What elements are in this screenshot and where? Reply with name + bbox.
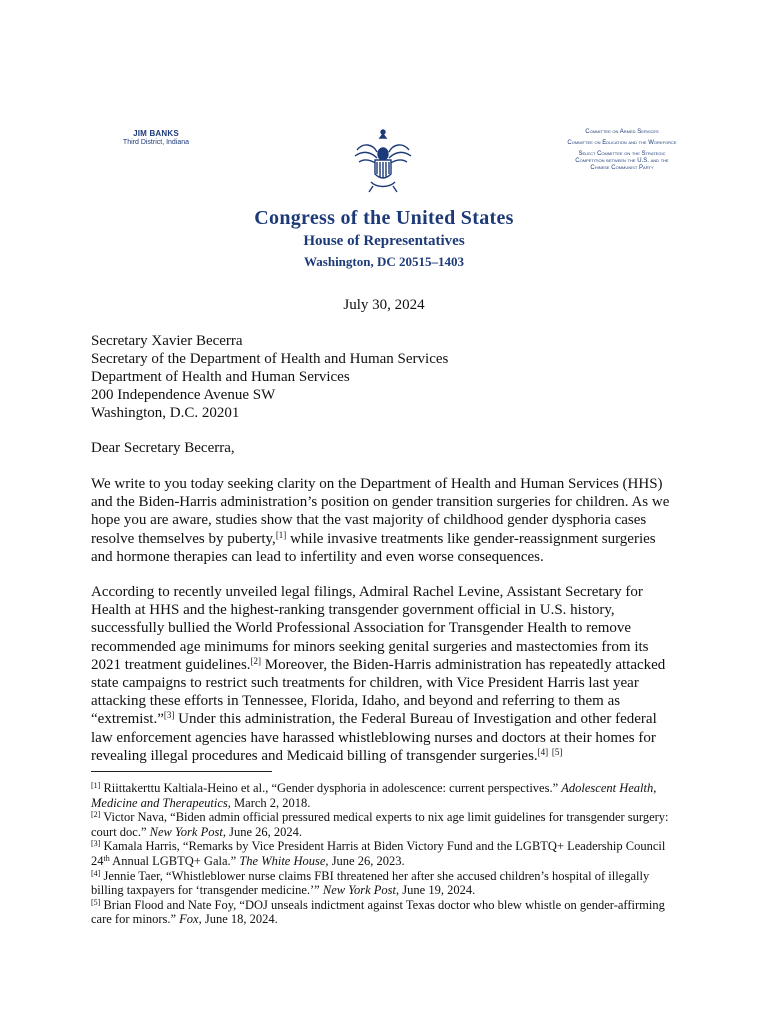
footnote-divider [91, 771, 272, 772]
letterhead-title: Congress of the United States [254, 207, 514, 229]
letter-date: July 30, 2024 [343, 297, 425, 313]
body-text: while invasive treatments like gender-reassignment surgeries and hormone therapies can lead to infertility and even worse consequences. [91, 530, 656, 565]
footnote-marker: [4] [91, 868, 101, 878]
footnote-text: Jennie Taer, “Whistleblower nurse claims FBI threatened her after she accused children’s hospital of illegally billing taxpayers for ‘transgender medicine.’” [91, 868, 650, 898]
footnote-ref-5[interactable]: [5] [551, 746, 563, 757]
footnote-ref-2[interactable]: [2] [250, 655, 262, 666]
committee-china: Select Committee on the Strategic Competition between the U.S. and the Chinese Communist Party [575, 151, 669, 171]
letterhead-subtitle: House of Representatives [303, 233, 465, 249]
footnote-5 [91, 898, 681, 927]
footnotes [91, 781, 681, 927]
footnote-4 [91, 869, 681, 898]
footnote-marker: [3] [91, 839, 101, 849]
body-text: Under this administration, the Federal Bureau of Investigation and other federal law enforcement agencies have harassed whistleblowing nurses and doctors at their homes for revealing illegal procedures and Medicaid billing of transgender surgeries. [91, 711, 657, 764]
footnote-source: Adolescent Health, Medicine and Therapeutics, [91, 781, 657, 810]
footnote-1 [91, 781, 681, 810]
footnote-text: March 2, 2018. [230, 795, 311, 810]
member-block [96, 129, 216, 147]
footnote-source: The White House, [239, 853, 329, 868]
recipient-line: Secretary of the Department of Health and Human Services [91, 351, 449, 367]
footnote-3 [91, 839, 681, 868]
body-text: We write to you today seeking clarity on the Department of Health and Human Services (HHS) and the Biden-Harris administration’s position on gender transition surgeries for children. As we hope you are aware, studies show that the vast majority of childhood gender dysphoria cases resolve themselves by puberty, [91, 476, 670, 547]
body-paragraph-2 [91, 583, 681, 765]
footnote-source: New York Post [149, 824, 223, 839]
recipient-line: 200 Independence Avenue SW [91, 387, 276, 403]
ordinal-suffix: th [103, 853, 110, 863]
footnote-text: June 26, 2023. [328, 853, 405, 868]
member-name: JIM BANKS [133, 129, 179, 138]
footnote-text: Kamala Harris, “Remarks by Vice President Harris at Biden Victory Fund and the LGBTQ+ Leadership Council 24 [91, 839, 666, 868]
recipient-line: Department of Health and Human Services [91, 369, 350, 385]
committee-education: Committee on Education and the Workforce [567, 140, 677, 146]
recipient-line: Washington, D.C. 20201 [91, 405, 240, 421]
letterhead-city: Washington, DC 20515–1403 [304, 254, 464, 269]
body-paragraph-1 [91, 475, 681, 566]
house-seal-eagle-icon [351, 128, 415, 196]
footnote-marker: [5] [91, 897, 101, 907]
footnote-ref-1[interactable]: [1] [275, 529, 287, 540]
recipient-address [91, 332, 448, 422]
footnote-text: , June 19, 2024. [396, 883, 476, 898]
footnote-ref-4[interactable]: [4] [537, 746, 549, 757]
body-text: According to recently unveiled legal filings, Admiral Rachel Levine, Assistant Secretary for Health at HHS and the highest-ranking transgender government official in U.S. history, successfully bullied the World Professional Association for Transgender Health to remove recommended age minimums for minors seeking genital surgeries and mastectomies from its 2021 treatment guidelines. [91, 584, 649, 673]
footnote-text: Brian Flood and Nate Foy, “DOJ unseals indictment against Texas doctor who blew whistle on gender-affirming care for minors.” [91, 897, 665, 927]
footnote-text: , June 26, 2024. [222, 824, 302, 839]
footnote-text: Riittakerttu Kaltiala-Heino et al., “Gender dysphoria in adolescence: current perspectives.” [100, 781, 562, 795]
footnote-source: Fox [179, 912, 199, 927]
footnote-text: Annual LGBTQ+ Gala.” [109, 853, 240, 868]
footnote-2 [91, 810, 681, 839]
footnote-text: , June 18, 2024. [198, 912, 278, 927]
recipient-line: Secretary Xavier Becerra [91, 333, 243, 349]
footnote-source: New York Post [322, 883, 397, 898]
footnote-marker: [1] [91, 781, 101, 790]
footnote-text: Victor Nava, “Biden admin official pressured medical experts to nix age limit guidelines for transgender surgery: court doc.” [91, 810, 669, 839]
salutation: Dear Secretary Becerra, [91, 440, 235, 456]
committee-armed-services: Committee on Armed Services [585, 129, 659, 135]
committee-list [566, 129, 678, 176]
body-text: Moreover, the Biden-Harris administration has repeatedly attacked state campaigns to restrict such treatments for children, with Vice President Harris last year attacking these efforts in Tennessee, Florida, Idaho, and beyond and referring to them as “extremist.” [91, 656, 666, 728]
member-district: Third District, Indiana [122, 139, 190, 146]
footnote-ref-3[interactable]: [3] [163, 710, 175, 721]
footnote-marker: [2] [91, 810, 101, 820]
